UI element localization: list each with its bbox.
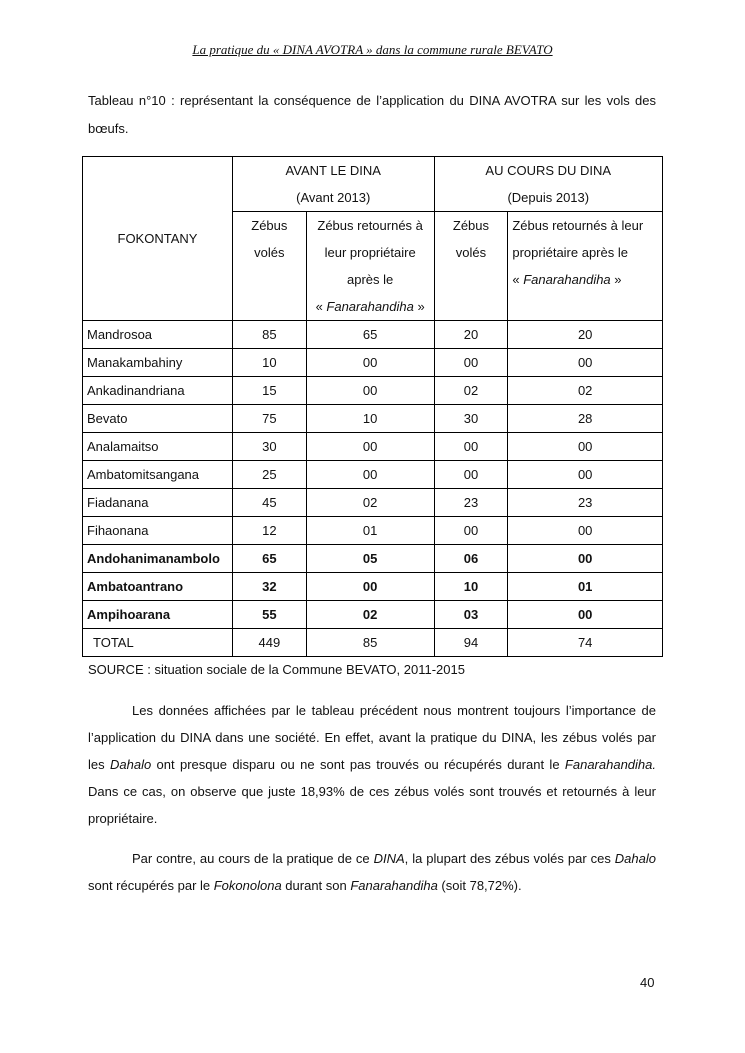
- table-caption: Tableau n°10 : représentant la conséquence de l’application du DINA AVOTRA sur les vols des bœufs.: [88, 93, 656, 136]
- group-au-cours-line1: AU COURS DU DINA: [485, 163, 612, 178]
- cell-retournes-cours: 00: [508, 545, 663, 573]
- cell-total-retournes-cours: 74: [508, 629, 663, 657]
- cell-fokontany: Ampihoarana: [83, 601, 233, 629]
- cell-voles-cours: 06: [434, 545, 508, 573]
- cell-voles-avant: 12: [232, 517, 306, 545]
- sub-ret1-a: Zébus retournés à: [317, 218, 423, 233]
- cell-fokontany: Ambatoantrano: [83, 573, 233, 601]
- table-row: [83, 489, 663, 517]
- cell-voles-avant: 15: [232, 377, 306, 405]
- table-row: [83, 377, 663, 405]
- page-number: 40: [640, 975, 655, 990]
- cell-voles-avant: 32: [232, 573, 306, 601]
- cell-fokontany: Mandrosoa: [83, 321, 233, 349]
- sub-ret2-c-italic: Fanarahandiha: [523, 272, 611, 287]
- sub-header-retournes-avant: [306, 212, 434, 321]
- cell-fokontany: Bevato: [83, 405, 233, 433]
- cell-voles-avant: 30: [232, 433, 306, 461]
- table-source: SOURCE : situation sociale de la Commune BEVATO, 2011-2015: [88, 662, 465, 677]
- sub-ret1-b: leur propriétaire: [324, 245, 416, 260]
- cell-total-retournes-avant: 85: [306, 629, 434, 657]
- cell-voles-cours: 20: [434, 321, 508, 349]
- cell-fokontany: Manakambahiny: [83, 349, 233, 377]
- paragraph-2-text: [88, 845, 656, 899]
- table-row: [83, 433, 663, 461]
- cell-fokontany: Andohanimanambolo: [83, 545, 233, 573]
- cell-retournes-avant: 05: [306, 545, 434, 573]
- cell-voles-avant: 10: [232, 349, 306, 377]
- cell-voles-avant: 45: [232, 489, 306, 517]
- cell-retournes-avant: 00: [306, 377, 434, 405]
- cell-voles-cours: 00: [434, 433, 508, 461]
- sub-header-retournes-cours: [508, 212, 663, 321]
- table-row: [83, 349, 663, 377]
- cell-voles-avant: 75: [232, 405, 306, 433]
- cell-fokontany: Ambatomitsangana: [83, 461, 233, 489]
- sub-ret1-d-italic: Fanarahandiha: [326, 299, 414, 314]
- cell-retournes-avant: 65: [306, 321, 434, 349]
- cell-total-label: TOTAL: [83, 629, 233, 657]
- sub-ret1-d-post: »: [413, 299, 425, 314]
- table-row: [83, 461, 663, 489]
- sub-ret1-d-pre: «: [315, 299, 327, 314]
- col-header-fokontany: FOKONTANY: [83, 157, 233, 321]
- cell-retournes-avant: 00: [306, 349, 434, 377]
- sub-ret1-d: [311, 293, 430, 320]
- group-header-au-cours: [434, 157, 662, 212]
- p2-text-5: (soit 78,72%).: [437, 878, 522, 893]
- table-total-row: [83, 629, 663, 657]
- cell-voles-avant: 85: [232, 321, 306, 349]
- group-avant-line2: (Avant 2013): [296, 190, 371, 205]
- p2-text-3: sont récupérés par le: [88, 878, 214, 893]
- cell-retournes-cours: 20: [508, 321, 663, 349]
- group-header-avant: [232, 157, 434, 212]
- paragraph-2: [88, 845, 656, 899]
- table-header-row-groups: [83, 157, 663, 212]
- cell-fokontany: Ankadinandriana: [83, 377, 233, 405]
- p2-text-1: Par contre, au cours de la pratique de ce: [132, 851, 374, 866]
- p1-italic-2: Fanarahandiha.: [564, 757, 656, 772]
- table-row: [83, 601, 663, 629]
- p1-text-3: Dans ce cas, on observe que juste 18,93% de ces zébus volés sont trouvés et retournés à leur propriétaire.: [88, 784, 656, 826]
- cell-fokontany: Fiadanana: [83, 489, 233, 517]
- sub-voles-b: volés: [455, 245, 487, 260]
- cell-voles-cours: 03: [434, 601, 508, 629]
- cell-retournes-cours: 01: [508, 573, 663, 601]
- cell-total-voles-avant: 449: [232, 629, 306, 657]
- sub-ret1-c: après le: [347, 272, 394, 287]
- p1-italic-1: Dahalo: [109, 757, 152, 772]
- cell-voles-avant: 25: [232, 461, 306, 489]
- table-row: [83, 321, 663, 349]
- sub-header-voles-avant: [232, 212, 306, 321]
- cell-retournes-avant: 00: [306, 461, 434, 489]
- cell-retournes-avant: 00: [306, 573, 434, 601]
- table-row: [83, 517, 663, 545]
- cell-voles-cours: 23: [434, 489, 508, 517]
- sub-ret2-a: Zébus retournés à leur: [512, 218, 644, 233]
- p2-italic-1: DINA: [373, 851, 405, 866]
- cell-voles-cours: 10: [434, 573, 508, 601]
- cell-voles-cours: 00: [434, 517, 508, 545]
- group-avant-line1: AVANT LE DINA: [285, 163, 381, 178]
- p2-italic-2: Dahalo: [614, 851, 656, 866]
- cell-voles-cours: 02: [434, 377, 508, 405]
- sub-voles-b: volés: [254, 245, 285, 260]
- p1-text-1: Les données affichées par le tableau précédent nous montrent toujours l’importance de l’application du DINA dans une société. En effet, avant la pratique du DINA, les zébus volés par les: [88, 703, 656, 772]
- cell-total-voles-cours: 94: [434, 629, 508, 657]
- cell-retournes-avant: 02: [306, 489, 434, 517]
- p1-text-2: ont presque disparu ou ne sont pas trouvés ou récupérés durant le: [151, 757, 565, 772]
- cell-retournes-cours: 28: [508, 405, 663, 433]
- sub-ret2-c-post: »: [610, 272, 622, 287]
- cell-retournes-cours: 00: [508, 433, 663, 461]
- cell-retournes-cours: 00: [508, 349, 663, 377]
- cell-retournes-cours: 00: [508, 461, 663, 489]
- paragraph-1: [88, 697, 656, 832]
- cell-fokontany: Analamaitso: [83, 433, 233, 461]
- cell-retournes-avant: 01: [306, 517, 434, 545]
- group-au-cours-line2: (Depuis 2013): [507, 190, 590, 205]
- cell-retournes-avant: 10: [306, 405, 434, 433]
- data-table: [82, 156, 663, 657]
- cell-voles-avant: 55: [232, 601, 306, 629]
- p2-italic-3: Fokonolona: [213, 878, 282, 893]
- cell-retournes-cours: 02: [508, 377, 663, 405]
- cell-voles-avant: 65: [232, 545, 306, 573]
- table-row: [83, 545, 663, 573]
- cell-fokontany: Fihaonana: [83, 517, 233, 545]
- cell-voles-cours: 30: [434, 405, 508, 433]
- sub-voles-a: Zébus: [452, 218, 490, 233]
- cell-retournes-cours: 00: [508, 517, 663, 545]
- p2-text-2: , la plupart des zébus volés par ces: [404, 851, 615, 866]
- sub-voles-a: Zébus: [251, 218, 288, 233]
- cell-retournes-avant: 00: [306, 433, 434, 461]
- sub-ret2-c: [512, 266, 658, 293]
- running-header-text: La pratique du « DINA AVOTRA » dans la commune rurale BEVATO: [192, 42, 553, 57]
- cell-retournes-cours: 23: [508, 489, 663, 517]
- running-header: [0, 42, 745, 58]
- cell-retournes-cours: 00: [508, 601, 663, 629]
- p2-italic-4: Fanarahandiha: [350, 878, 438, 893]
- cell-voles-cours: 00: [434, 349, 508, 377]
- table-row: [83, 573, 663, 601]
- paragraph-1-text: [88, 697, 656, 832]
- sub-ret2-b: propriétaire après le: [512, 245, 628, 260]
- cell-retournes-avant: 02: [306, 601, 434, 629]
- table-row: [83, 405, 663, 433]
- cell-voles-cours: 00: [434, 461, 508, 489]
- sub-header-voles-cours: [434, 212, 508, 321]
- p2-text-4: durant son: [281, 878, 351, 893]
- sub-ret2-c-pre: «: [512, 272, 524, 287]
